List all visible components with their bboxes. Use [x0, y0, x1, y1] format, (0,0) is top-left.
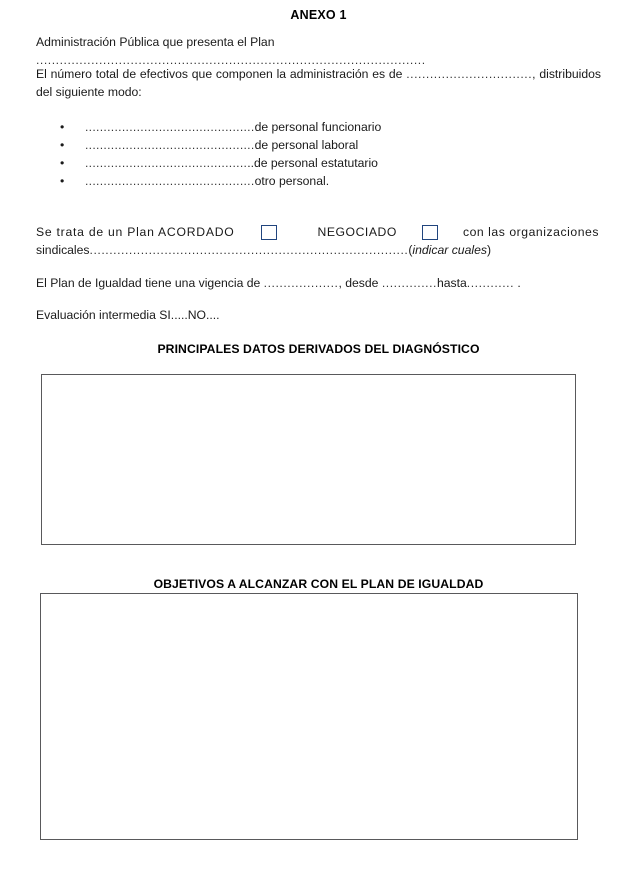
agreement-suffix-label: con las organizaciones — [462, 225, 600, 239]
acordado-checkbox[interactable] — [261, 225, 277, 240]
administracion-publica-label: Administración Pública que presenta el Plan — [36, 35, 275, 49]
answer-box-objetivos[interactable] — [40, 593, 578, 840]
personnel-type-list — [36, 118, 601, 190]
vigencia-suffix: . — [514, 276, 521, 290]
personnel-funcionario-leader[interactable]: .............................................. — [85, 120, 255, 134]
list-item — [36, 136, 601, 154]
indicar-cuales-note: indicar cuales — [412, 243, 487, 257]
numero-efectivos-suffix: , distribuidos del siguiente modo: — [36, 67, 601, 99]
personnel-estatutario-label: ..de personal estatutario — [247, 156, 378, 170]
indicar-cuales-open: ( — [408, 243, 413, 257]
bullet-icon: • — [60, 174, 65, 188]
list-item — [36, 118, 601, 136]
list-item — [36, 172, 601, 190]
bullet-icon: • — [60, 138, 65, 152]
sindicales-label: sindicales — [36, 243, 90, 257]
negociado-checkbox[interactable] — [422, 225, 438, 240]
agreement-block — [36, 223, 601, 259]
section-heading-objetivos: OBJETIVOS A ALCANZAR CON EL PLAN DE IGUALDAD — [153, 577, 484, 591]
personnel-otro-label: otro personal. — [254, 174, 330, 188]
answer-box-diagnostico[interactable] — [41, 374, 576, 545]
list-item — [36, 154, 601, 172]
agreement-prefix-label: Se trata de un Plan ACORDADO — [36, 225, 235, 239]
personnel-estatutario-leader[interactable]: ............................................ — [85, 156, 248, 170]
personnel-funcionario-label: de personal funcionario — [254, 120, 382, 134]
sindicales-line — [36, 241, 601, 259]
personnel-otro-leader[interactable]: .............................................. — [85, 174, 255, 188]
vigencia-desde-leader[interactable]: .............. — [381, 276, 437, 290]
bullet-icon: • — [60, 120, 65, 134]
administracion-publica-leader[interactable]: ................................................................................................... — [36, 52, 426, 67]
vigencia-prefix: El Plan de Igualdad tiene una vigencia de — [36, 276, 264, 290]
indicar-cuales-close: ) — [486, 243, 492, 257]
bullet-icon: • — [60, 156, 65, 170]
section-heading-diagnostico: PRINCIPALES DATOS DERIVADOS DEL DIAGNÓSTICO — [157, 342, 480, 356]
page-title: ANEXO 1 — [290, 8, 347, 22]
negociado-label: NEGOCIADO — [317, 225, 397, 239]
paragraph-administracion-publica — [36, 34, 601, 69]
numero-efectivos-leader[interactable]: ................................ — [406, 67, 533, 81]
vigencia-hasta-leader[interactable]: ............ — [466, 276, 515, 290]
agreement-line — [36, 223, 601, 241]
paragraph-vigencia — [36, 275, 601, 293]
vigencia-hasta-label: hasta — [436, 276, 467, 290]
paragraph-evaluacion-intermedia[interactable]: Evaluación intermedia SI.....NO.... — [36, 308, 220, 322]
vigencia-duracion-leader[interactable]: ................... — [263, 276, 339, 290]
personnel-laboral-leader[interactable]: .............................................. — [85, 138, 255, 152]
numero-efectivos-prefix: El número total de efectivos que componen la administración es de — [36, 67, 407, 81]
paragraph-numero-efectivos — [36, 66, 601, 101]
vigencia-desde-label: , desde — [338, 276, 382, 290]
personnel-laboral-label: de personal laboral — [254, 138, 359, 152]
sindicales-leader[interactable]: ................................................................................. — [89, 243, 409, 257]
